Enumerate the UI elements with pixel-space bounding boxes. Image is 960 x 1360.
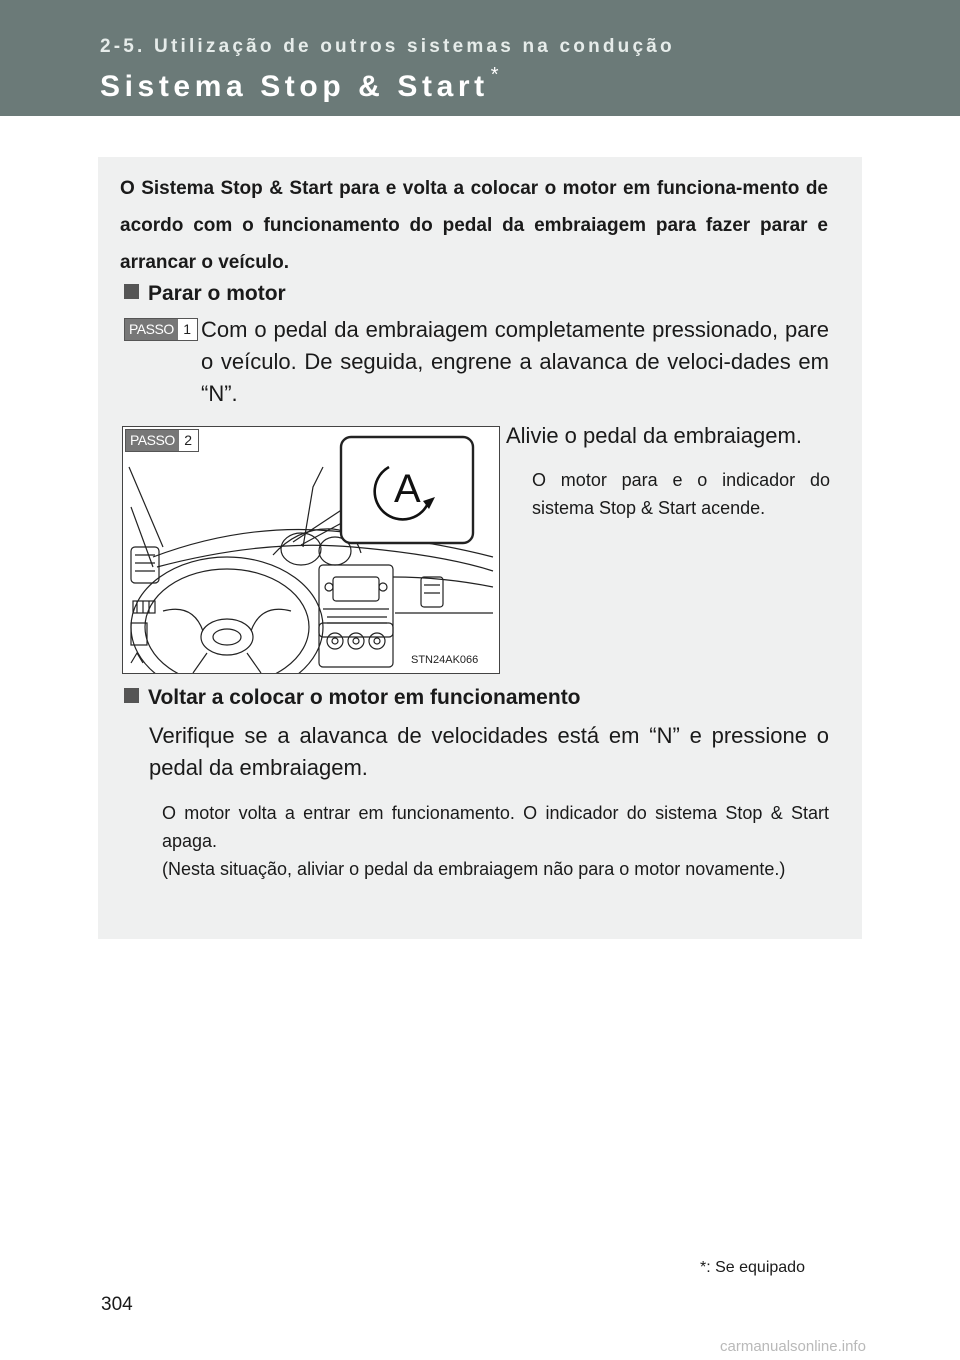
step-1-number: 1 <box>178 319 197 340</box>
step-2-text: Alivie o pedal da embraiagem. <box>506 423 802 448</box>
heading-square-icon <box>124 688 139 703</box>
indicator-letter: A <box>394 467 421 511</box>
step-1-text: Com o pedal da embraiagem completamente pressionado, pare o veículo. De seguida, engrene a alavanca de veloci-dades em “N”. <box>201 317 829 406</box>
section-label: 2-5. Utilização de outros sistemas na condução <box>100 36 675 57</box>
page-title <box>100 64 504 104</box>
heading-restart-engine <box>124 686 581 710</box>
step-1-word: PASSO <box>125 319 178 340</box>
title-footnote-mark: * <box>490 64 504 86</box>
page-title-text: Sistema Stop & Start <box>100 70 489 103</box>
restart-text: Verifique se a alavanca de velocidades está em “N” e pressione o pedal da embraiagem. <box>149 723 829 780</box>
watermark: carmanualsonline.info <box>720 1338 866 1355</box>
step-2-word: PASSO <box>126 430 179 451</box>
dashboard-illustration <box>122 426 500 674</box>
page-number: 304 <box>101 1294 133 1315</box>
intro-paragraph: O Sistema Stop & Start para e volta a colocar o motor em funciona-mento de acordo com o funcionamento do pedal da embraiagem para fazer parar e arrancar o veículo. <box>120 178 828 273</box>
step-1-badge <box>124 318 198 341</box>
heading-restart-engine-text: Voltar a colocar o motor em funcionamento <box>148 686 581 709</box>
restart-note-2: (Nesta situação, aliviar o pedal da embraiagem não para o motor novamente.) <box>162 859 786 879</box>
illustration-code: STN24AK066 <box>411 654 479 666</box>
dashboard-drawing <box>123 427 499 673</box>
step-2-badge <box>125 429 199 452</box>
heading-stop-engine <box>124 282 286 306</box>
step-2-note: O motor para e o indicador do sistema Stop & Start acende. <box>532 470 830 518</box>
restart-note-1: O motor volta a entrar em funcionamento. O indicador do sistema Stop & Start apaga. <box>162 803 829 851</box>
heading-stop-engine-text: Parar o motor <box>148 282 286 305</box>
step-2-number: 2 <box>179 430 198 451</box>
heading-square-icon <box>124 284 139 299</box>
footnote: *: Se equipado <box>700 1259 805 1276</box>
